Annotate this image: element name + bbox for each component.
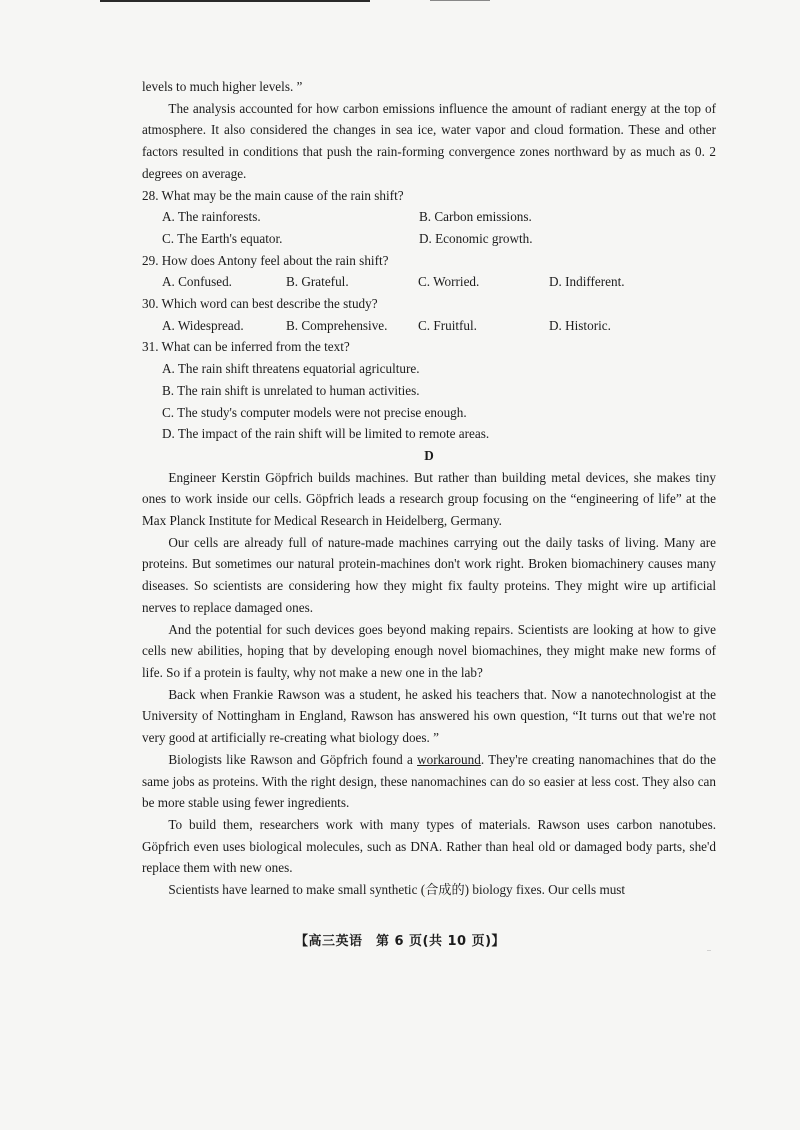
passage-c-continuation: levels to much higher levels. ” [142,79,303,94]
passage-d-paragraph-5 [142,749,716,814]
option-c: C. Worried. [418,274,480,290]
passage-d-paragraph-7: Scientists have learned to make small synthetic (合成的) biology fixes. Our cells must [168,882,626,898]
section-heading-d: D [424,447,434,463]
passage-d-paragraph-3: And the potential for such devices goes beyond making repairs. Scientists are looking at how to give cells new abilities, hoping that by developing enough novel biomachines, they might make new forms of life. So if a protein is faulty, why not make a new one in the lab? [142,621,716,680]
paragraph-text: Biologists like Rawson and Göpfrich found a [168,751,418,767]
top-scan-line-faint [430,0,490,1]
corner-mark: .. [707,944,711,953]
page-footer: 【高三英语 第 6 页(共 10 页)】 [294,934,506,949]
option-a: A. The rain shift threatens equatorial agriculture. [162,361,420,377]
passage-d-paragraph-2: Our cells are already full of nature-made machines carrying out the daily tasks of living. Many are proteins. But sometimes our natural protein-machines don't work right. Broken biomachinery causes many diseases. So scientists are considering how they might fix faulty proteins. They might wire up artificial nerves to replace damaged ones. [142,534,716,615]
question-stem: 28. What may be the main cause of the rain shift? [142,187,404,203]
top-scan-line [100,0,370,2]
paragraph-text: . They're creating nanomachines that do the same jobs as proteins. With the right design, these nanomachines can do so easier at less cost. They also can be more stable using fewer ingredients. [142,751,716,811]
option-d: D. Historic. [549,317,611,333]
option-a: A. The rainforests. [162,209,261,225]
exam-page [142,76,716,901]
question-stem: 29. How does Antony feel about the rain shift? [142,252,389,268]
passage-d-paragraph-4: Back when Frankie Rawson was a student, he asked his teachers that. Now a nanotechnologist at the University of Nottingham in England, Rawson has answered his own question, “It turns out that we're not very good at artificially re-creating what biology does. ” [142,686,716,746]
option-d: D. Economic growth. [419,230,533,246]
option-c: C. Fruitful. [418,317,477,333]
option-b: B. The rain shift is unrelated to human activities. [162,382,420,398]
option-b: B. Carbon emissions. [419,209,532,225]
passage-d-paragraph-1: Engineer Kerstin Göpfrich builds machines. But rather than building metal devices, she makes tiny ones to work inside our cells. Göpfrich leads a research group focusing on the “engineering of life” at the Max Planck Institute for Medical Research in Heidelberg, Germany. [142,469,716,529]
option-c: C. The Earth's equator. [162,230,283,246]
option-b: B. Comprehensive. [286,317,388,333]
question-29 [142,250,716,293]
option-a: A. Widespread. [162,317,244,333]
option-d: D. Indifferent. [549,274,625,290]
underlined-word: workaround [417,751,481,767]
question-31 [142,336,716,445]
option-a: A. Confused. [162,274,232,290]
question-stem: 31. What can be inferred from the text? [142,339,350,355]
option-c: C. The study's computer models were not precise enough. [162,404,467,420]
question-28 [142,185,716,250]
passage-c-paragraph: The analysis accounted for how carbon emissions influence the amount of radiant energy at the top of atmosphere. It also considered the changes in sea ice, water vapor and cloud formation. These and other factors resulted in conditions that push the rain-forming convergence zones northward by as much as 0. 2 degrees on average. [142,100,716,181]
option-d: D. The impact of the rain shift will be limited to remote areas. [162,426,490,442]
option-b: B. Grateful. [286,274,349,290]
question-stem: 30. Which word can best describe the study? [142,296,378,312]
passage-d-paragraph-6: To build them, researchers work with many types of materials. Rawson uses carbon nanotubes. Göpfrich even uses biological molecules, such as DNA. Rather than heal old or damaged body parts, she'd replace them with new ones. [142,816,716,876]
question-30 [142,293,716,336]
